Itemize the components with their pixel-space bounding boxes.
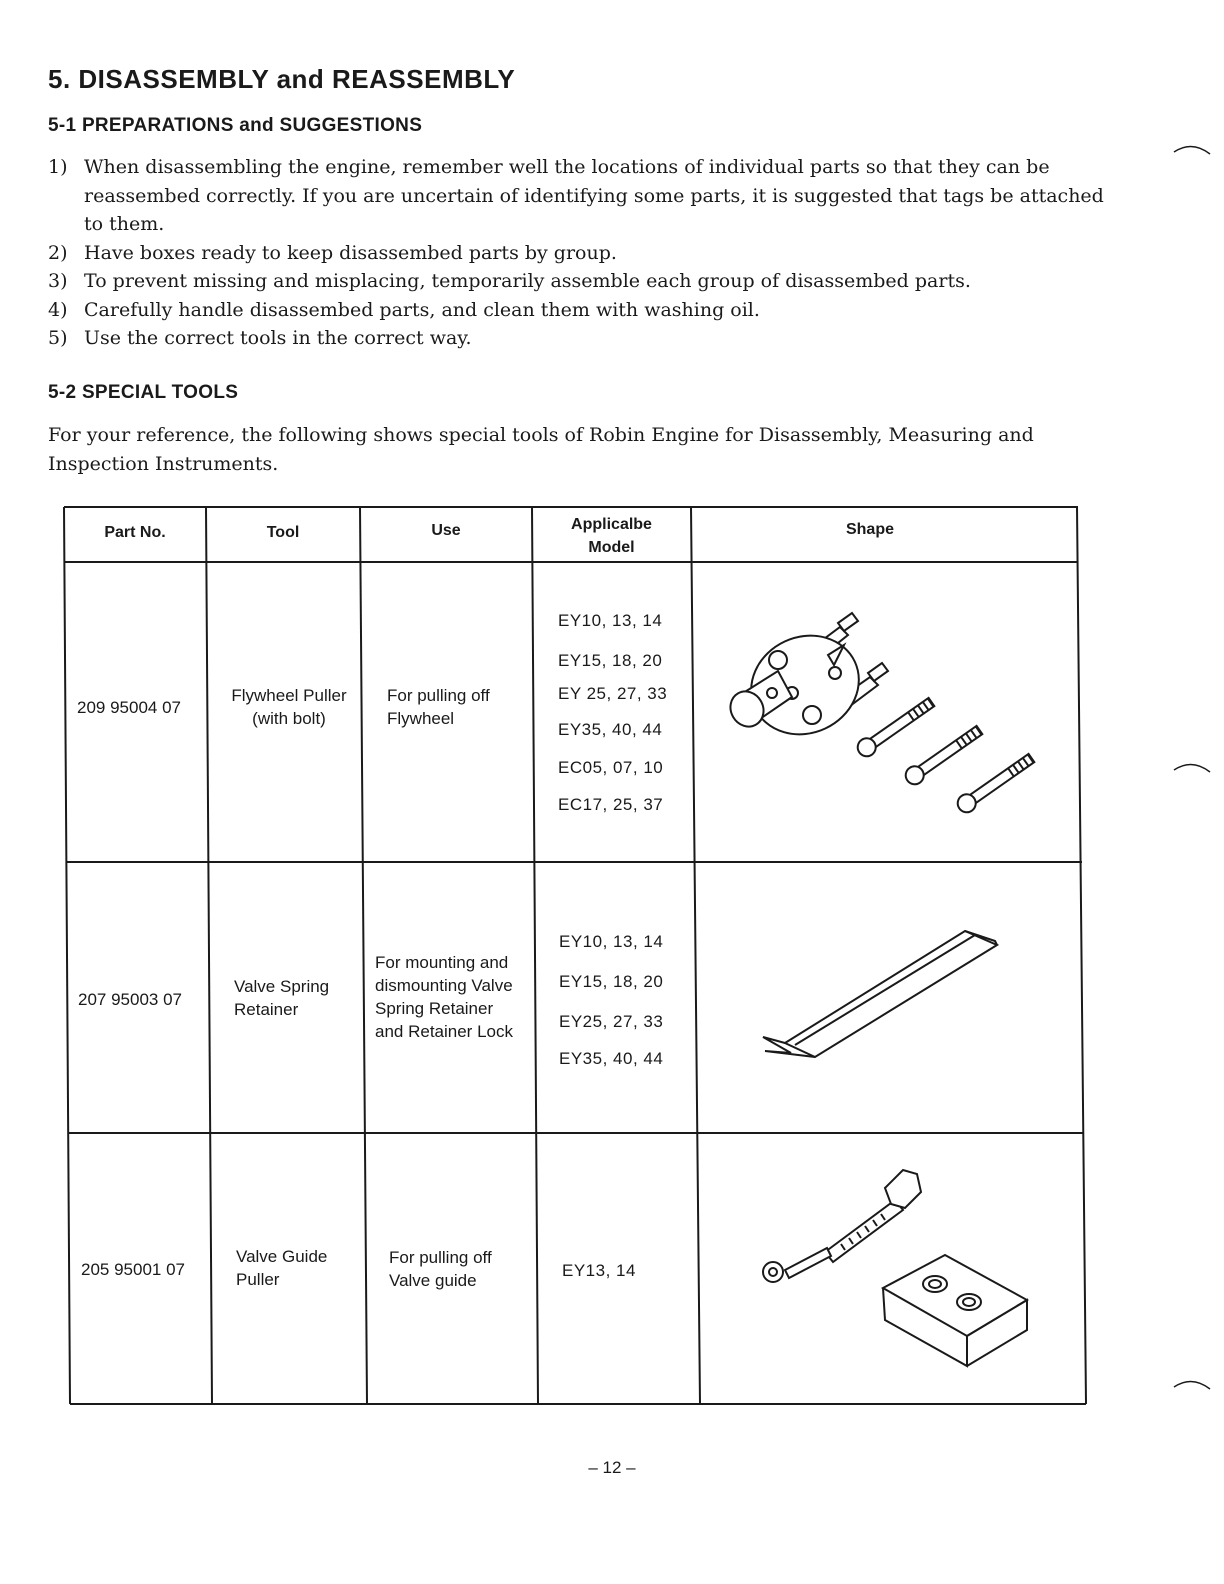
row1-model: EY35, 40, 44 xyxy=(558,720,663,739)
list-item-text: Have boxes ready to keep disassembed parts by group. xyxy=(84,241,617,264)
row1-model: EY10, 13, 14 xyxy=(558,611,663,630)
row1-tool-line1: Flywheel Puller xyxy=(231,686,347,705)
row2-part-no: 207 95003 07 xyxy=(78,990,182,1009)
row1-model: EY 25, 27, 33 xyxy=(558,684,668,703)
binding-mark-icon xyxy=(1172,758,1212,778)
list-item-text: To prevent missing and misplacing, temporarily assemble each group of disassembed parts. xyxy=(84,270,971,292)
row3-use-line2: Valve guide xyxy=(389,1271,477,1290)
list-item xyxy=(48,153,1108,239)
list-item-number: 3) xyxy=(48,270,68,292)
row1-use-line2: Flywheel xyxy=(387,709,455,728)
row3-use-line1: For pulling off xyxy=(389,1248,492,1267)
special-tools-intro: For your reference, the following shows special tools of Robin Engine for Disassembly, Measuring and Inspection Instruments. xyxy=(48,424,1034,475)
header-part-no: Part No. xyxy=(104,524,166,541)
list-item-text: Use the correct tools in the correct way. xyxy=(84,327,472,349)
header-model-line2: Model xyxy=(588,539,635,556)
list-item xyxy=(48,239,1108,268)
row2-model: EY15, 18, 20 xyxy=(559,972,664,991)
header-tool: Tool xyxy=(266,524,300,541)
list-item-text: Carefully handle disassembed parts, and clean them with washing oil. xyxy=(84,298,760,321)
row2-use-line4: and Retainer Lock xyxy=(375,1022,513,1041)
row2-use-line2: dismounting Valve xyxy=(375,976,513,995)
row1-use-line1: For pulling off xyxy=(387,686,490,705)
row1-model: EC05, 07, 10 xyxy=(558,758,664,777)
list-item xyxy=(48,267,1108,296)
header-shape: Shape xyxy=(845,521,894,538)
row1-model: EY15, 18, 20 xyxy=(558,651,663,670)
list-item-text: When disassembling the engine, remember well the locations of individual parts so that they can be reassembed correctly. If you are uncertain of identifying some parts, it is suggested that tags be attached to them. xyxy=(84,156,1104,235)
row1-tool-line2: (with bolt) xyxy=(252,709,326,728)
row2-tool-line1: Valve Spring xyxy=(234,977,330,996)
preparations-list xyxy=(48,153,1108,353)
flywheel-puller-icon xyxy=(720,605,1040,820)
row2-model: EY25, 27, 33 xyxy=(559,1012,664,1031)
subsection-title-preparations: 5-1 PREPARATIONS and SUGGESTIONS xyxy=(48,115,423,136)
list-item-number: 4) xyxy=(48,298,68,321)
valve-guide-puller-icon xyxy=(755,1160,1045,1370)
subsection-title-special-tools: 5-2 SPECIAL TOOLS xyxy=(48,382,239,403)
list-item xyxy=(48,296,1108,325)
binding-mark-icon xyxy=(1172,140,1212,160)
row2-model: EY10, 13, 14 xyxy=(559,932,664,951)
header-use: Use xyxy=(431,522,461,539)
row3-tool-line1: Valve Guide xyxy=(236,1247,328,1266)
list-item-number: 5) xyxy=(48,327,68,349)
row3-model: EY13, 14 xyxy=(562,1261,636,1280)
row2-model: EY35, 40, 44 xyxy=(559,1049,664,1068)
binding-mark-icon xyxy=(1172,1375,1212,1395)
row2-use-line3: Spring Retainer xyxy=(375,999,494,1018)
page-number: – 12 – xyxy=(588,1458,636,1477)
valve-spring-retainer-icon xyxy=(755,925,1005,1070)
row1-model: EC17, 25, 37 xyxy=(558,795,664,814)
list-item-number: 1) xyxy=(48,156,68,178)
list-item xyxy=(48,324,1108,353)
row2-tool-line2: Retainer xyxy=(234,1000,299,1019)
row3-tool-line2: Puller xyxy=(236,1270,280,1289)
row2-use-line1: For mounting and xyxy=(375,953,509,972)
row3-part-no: 205 95001 07 xyxy=(81,1260,185,1279)
list-item-number: 2) xyxy=(48,241,68,264)
section-title: 5. DISASSEMBLY and REASSEMBLY xyxy=(48,64,516,94)
header-model-line1: Applicalbe xyxy=(571,516,652,533)
row1-part-no: 209 95004 07 xyxy=(77,698,181,717)
